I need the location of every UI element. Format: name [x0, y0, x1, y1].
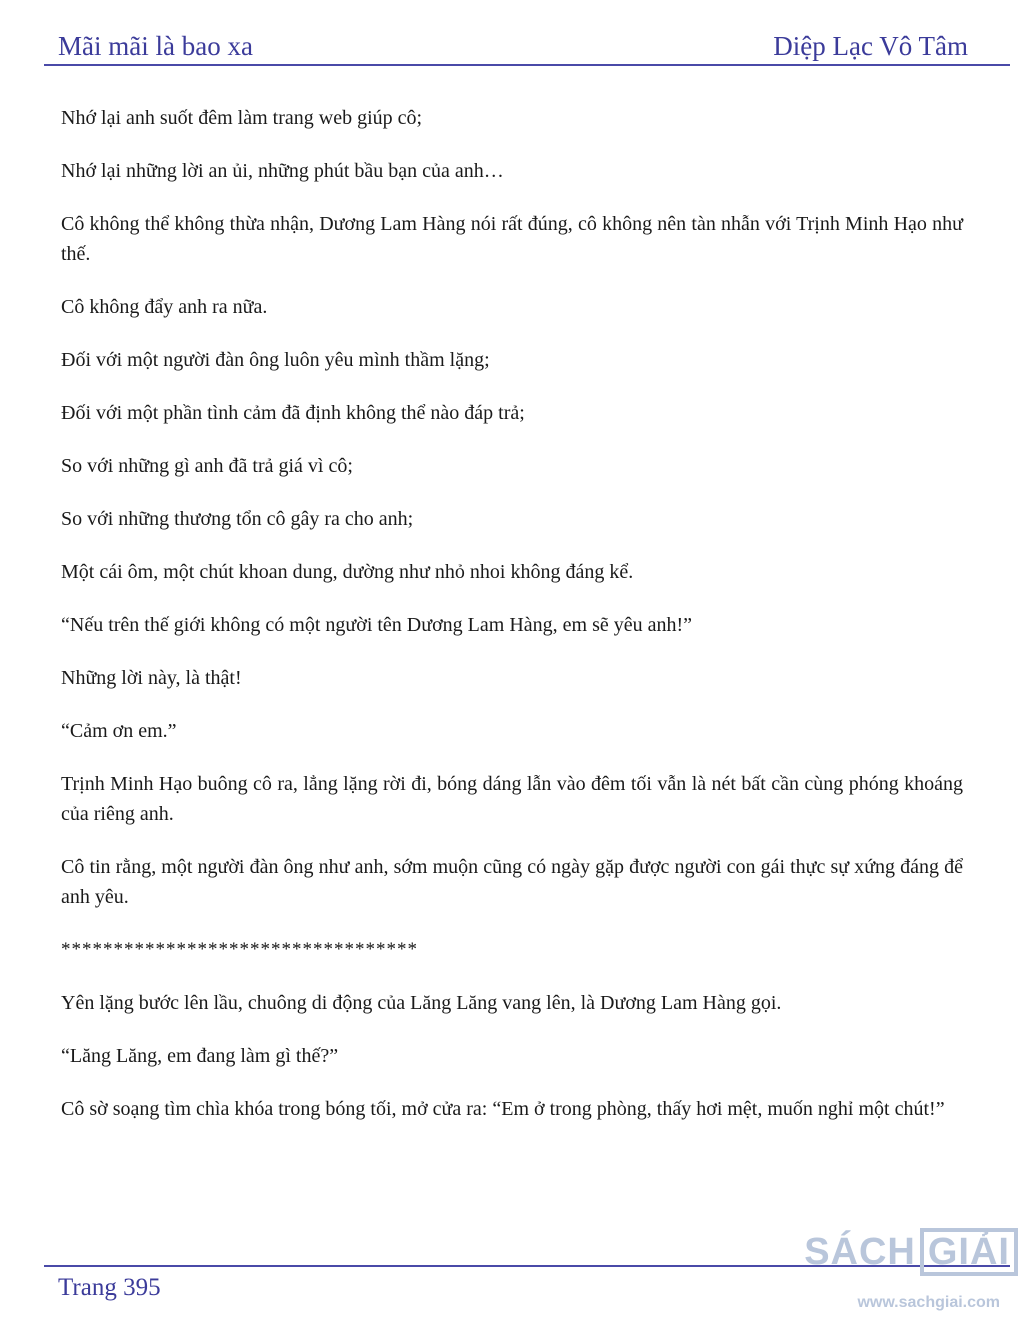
paragraph: Những lời này, là thật!: [61, 667, 242, 689]
watermark-logo-left: SÁCH: [804, 1230, 916, 1273]
paragraph: “Nếu trên thế giới không có một người tên Dương Lam Hàng, em sẽ yêu anh!”: [61, 614, 693, 636]
paragraph: So với những gì anh đã trả giá vì cô;: [61, 455, 353, 477]
section-separator: **********************************: [61, 939, 418, 960]
author-name: Diệp Lạc Vô Tâm: [773, 31, 968, 61]
paragraph: Cô không đẩy anh ra nữa.: [61, 296, 268, 318]
page-header: [58, 22, 968, 62]
header-divider: [44, 64, 1010, 66]
paragraph: Cô không thể không thừa nhận, Dương Lam Hàng nói rất đúng, cô không nên tàn nhẫn với Trịnh Minh Hạo như thế.: [61, 213, 963, 265]
paragraph: Nhớ lại anh suốt đêm làm trang web giúp cô;: [61, 107, 423, 129]
paragraph: “Cảm ơn em.”: [61, 720, 177, 742]
paragraph: “Lăng Lăng, em đang làm gì thế?”: [61, 1045, 339, 1067]
paragraph: Yên lặng bước lên lầu, chuông di động của Lăng Lăng vang lên, là Dương Lam Hàng gọi.: [61, 992, 782, 1014]
book-title: Mãi mãi là bao xa: [58, 31, 253, 61]
paragraph: Đối với một người đàn ông luôn yêu mình thầm lặng;: [61, 349, 490, 371]
paragraph: So với những thương tổn cô gây ra cho anh;: [61, 508, 414, 530]
paragraph: Trịnh Minh Hạo buông cô ra, lẳng lặng rời đi, bóng dáng lẫn vào đêm tối vẫn là nét bất cần cùng phóng khoáng của riêng anh.: [61, 773, 963, 825]
page-number: Trang 395: [58, 1274, 161, 1301]
watermark-logo-right: GIẢI: [920, 1228, 1018, 1276]
paragraph: Cô tin rằng, một người đàn ông như anh, sớm muộn cũng có ngày gặp được người con gái thực sự xứng đáng để anh yêu.: [61, 856, 963, 908]
paragraph: Nhớ lại những lời an ủi, những phút bầu bạn của anh…: [61, 160, 504, 182]
watermark: [804, 1228, 1020, 1320]
watermark-url: www.sachgiai.com: [857, 1294, 1000, 1311]
paragraph: Đối với một phần tình cảm đã định không thể nào đáp trả;: [61, 402, 525, 424]
watermark-logo: [804, 1228, 1018, 1276]
paragraph: Một cái ôm, một chút khoan dung, dường như nhỏ nhoi không đáng kể.: [61, 561, 634, 583]
paragraph: Cô sờ soạng tìm chìa khóa trong bóng tối, mở cửa ra: “Em ở trong phòng, thấy hơi mệt, muốn nghỉ một chút!”: [61, 1098, 945, 1120]
page-body: [61, 103, 963, 1147]
